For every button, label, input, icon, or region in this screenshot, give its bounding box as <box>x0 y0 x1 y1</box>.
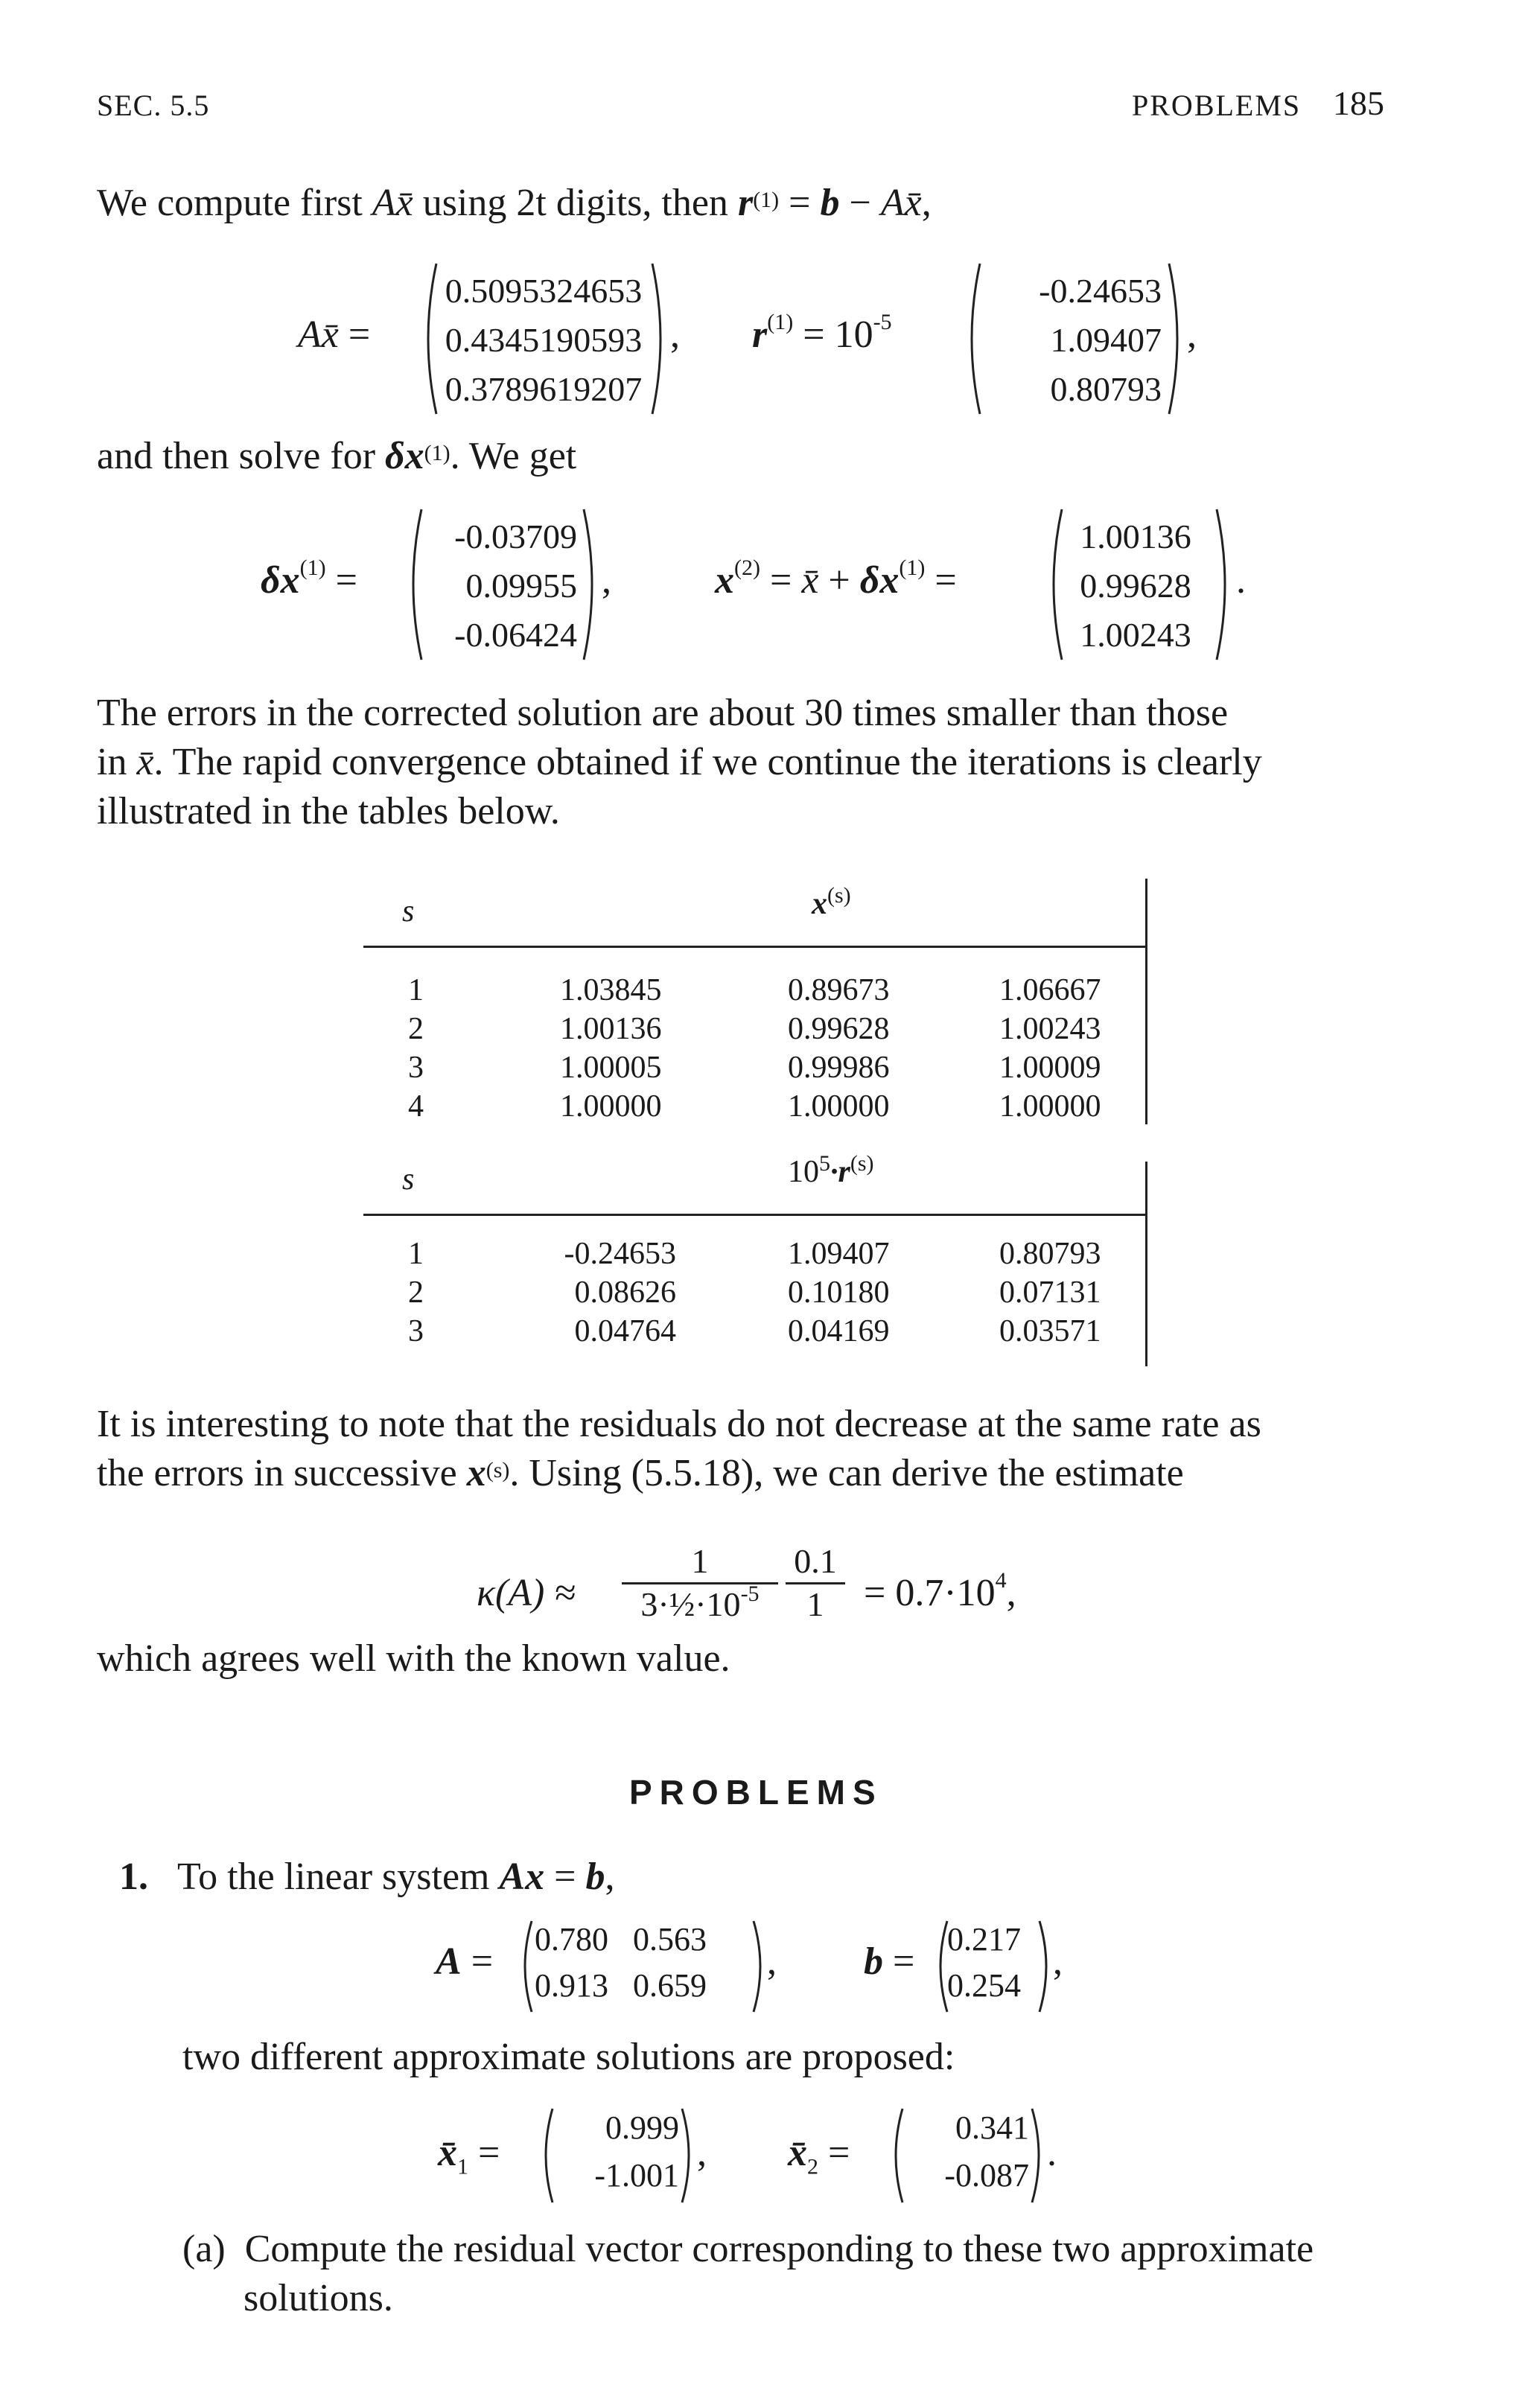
vector-x2: 1.00136 0.99628 1.00243 <box>1080 517 1191 654</box>
paragraph-residuals: It is interesting to note that the residuals do not decrease at the same rate as the errors in successive $x^{(s)}$. Using (5.5.18), we can derive the estimate <box>97 1403 1261 1494</box>
equation-approximations: $x̄_1$ = 0.999 -1.001 , $x̄_2$ = 0.341 -0.087 . <box>0 2100 1525 2211</box>
equation-system: A = 0.780 0.563 0.913 0.659 , b = 0.217 0.254 , <box>0 1914 1525 2018</box>
vector-r1: -0.24653 1.09407 0.80793 <box>1039 272 1162 408</box>
left-paren <box>515 1918 535 2015</box>
right-paren <box>679 2106 698 2205</box>
right-paren <box>1214 506 1236 663</box>
fraction-1: 1 $3\cdot\frac{1}{2}\cdot 10^{-5}$ <box>622 1541 778 1624</box>
problems-heading: PROBLEMS <box>629 1773 883 1812</box>
section-label: SEC. 5.5 <box>97 89 210 122</box>
problem-1-intro: 1. To the linear system Ax = b, <box>119 1856 615 1898</box>
table-iterates: s $x^{(s)}$ 1 2 3 4 1.03845 1.00136 1.00005 1.00000 0.89673 0.99628 0.99986 1.00000 1.06667 1.00243 1.00009 1.00000 <box>0 879 1525 1132</box>
table1-col-s: s <box>402 894 415 929</box>
vector-b: 0.217 0.254 <box>947 1921 1021 2004</box>
problem-1-part-a: (a) Compute the residual vector corresponding to these two approximate solutions. <box>182 2228 1314 2319</box>
fraction-2: 0.1 1 <box>786 1541 845 1624</box>
equation-correction: $\delta x^{(1)}$ = -0.03709 0.09955 -0.06424 , $x^{(2)}$ = x̄ + $\delta x^{(1)}$ = 1.00136 0.99628 1.00243 . <box>0 499 1525 670</box>
vector-x1: 0.999 -1.001 <box>594 2109 679 2194</box>
right-paren <box>581 506 603 663</box>
page-number: 185 <box>1333 84 1384 122</box>
paragraph-conclusion: which agrees well with the known value. <box>97 1637 730 1680</box>
right-paren <box>649 261 672 417</box>
paragraph-intro: We compute first Ax̄ using 2t digits, then $r^{(1)} = b$ − Ax̄, <box>97 182 932 224</box>
equation-residual: Ax̄ = 0.5095324653 0.4345190593 0.3789619207 , $r^{(1)} = 10^{-5}$ -0.24653 1.09407 0.80793 , <box>0 253 1525 424</box>
right-paren <box>1166 261 1188 417</box>
table1-header: $x^{(s)}$ <box>812 883 851 921</box>
left-paren <box>961 261 983 417</box>
paragraph-solve: and then solve for $\delta x^{(1)}$. We get <box>97 435 577 477</box>
table2-col-s: s <box>402 1162 415 1197</box>
running-title: PROBLEMS <box>1132 89 1302 122</box>
vector-dx1: -0.03709 0.09955 -0.06424 <box>454 517 577 654</box>
table2-header: $10^5\cdot r^{(s)}$ <box>788 1151 874 1189</box>
problem-1-proposed: two different approximate solutions are proposed: <box>182 2036 955 2078</box>
paragraph-errors: The errors in the corrected solution are about 30 times smaller than those in x̄. The rapid convergence obtained if we continue the iterations is clearly illustrated in the tables below. <box>97 692 1262 832</box>
table-residuals: s $10^5\cdot r^{(s)}$ 1 2 3 -0.24653 0.08626 0.04764 1.09407 0.10180 0.04169 0.80793 0.07131 0.03571 <box>0 1147 1525 1370</box>
vector-Ax: 0.5095324653 0.4345190593 0.3789619207 <box>445 272 643 408</box>
vector-x2bar: 0.341 -0.087 <box>944 2109 1029 2194</box>
matrix-A: 0.780 0.563 0.913 0.659 <box>535 1921 707 2004</box>
equation-condition-estimate: κ(A) ≈ 1 $3\cdot\frac{1}{2}\cdot 10^{-5}$ 0.1 1 = $0.7\cdot 10^4$, <box>477 1542 1016 1623</box>
right-paren <box>1029 2106 1048 2205</box>
